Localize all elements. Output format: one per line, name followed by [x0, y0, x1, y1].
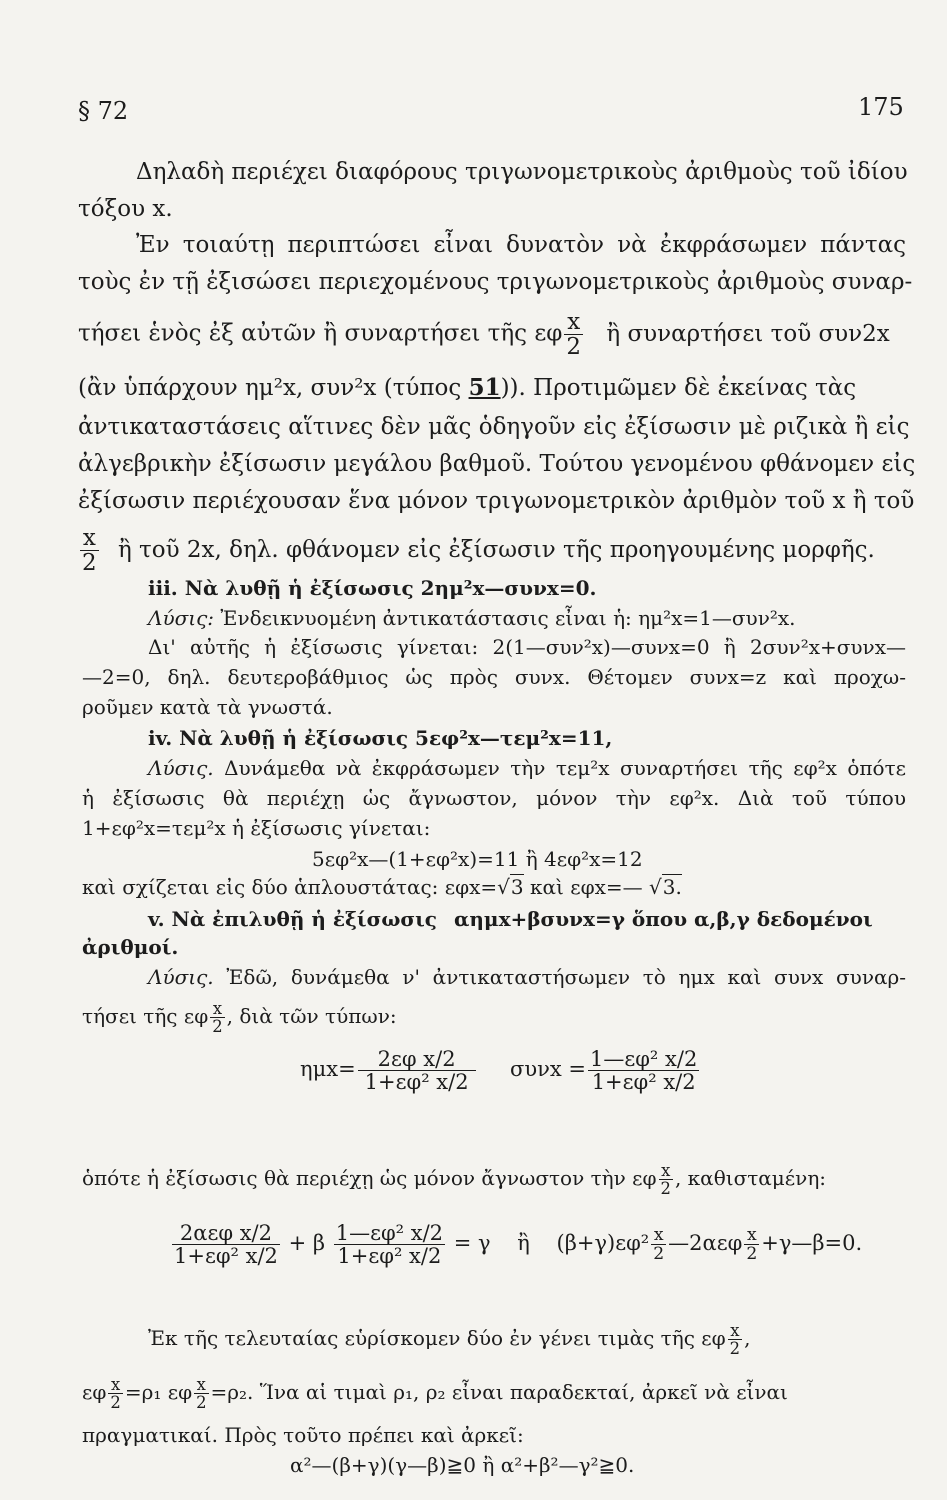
fraction-den: 2: [212, 1017, 223, 1037]
fraction-x-over-2: [651, 1226, 666, 1263]
fraction-den: 2: [196, 1393, 207, 1413]
fraction-num: x: [564, 310, 583, 335]
fraction-num: 2αεφ x/2: [172, 1222, 280, 1245]
example-iv-title: iv. Νὰ λυθῇ ἡ ἐξίσωσις 5εφ²x—τεμ²x=11,: [148, 726, 613, 750]
text-segment: ὁπότε ἡ ἐξίσωσις θὰ περιέχῃ ὡς μόνον ἄγνωστον τὴν εφ: [82, 1166, 657, 1191]
text-segment: =ρ₂. Ἵνα αἱ τιμαὶ ρ₁, ρ₂ εἶναι παραδεκταί, ἀρκεῖ νὰ εἶναι: [210, 1380, 788, 1405]
text-line: [78, 526, 875, 575]
text-line: ἀλγεβρικὴν ἐξίσωσιν μεγάλου βαθμοῦ. Τούτου γενομένου φθάνομεν εἰς: [78, 451, 916, 477]
example-iii-title: iii. Νὰ λυθῇ ἡ ἐξίσωσις 2ημ²x—συνx=0.: [148, 576, 597, 600]
text-segment: )). Προτιμῶμεν δὲ ἐκείνας τὰς: [500, 375, 857, 401]
text-line: Ἐν τοιαύτῃ περιπτώσει εἶναι δυνατὸν νὰ ἐκφράσωμεν πάντας: [136, 232, 906, 258]
fraction-den: 2: [746, 1244, 758, 1265]
text-segment: Ἐδῶ, δυνάμεθα ν' ἀντικαταστήσωμεν τὸ ημx καὶ συνx συναρ-: [213, 965, 906, 989]
text-segment: εφ: [82, 1380, 107, 1405]
fraction-den: 1+εφ² x/2: [174, 1244, 278, 1269]
text-line: [78, 373, 856, 403]
example-v-equation: αημx+βσυνx=γ ὅπου α,β,γ δεδομένοι: [454, 907, 873, 931]
text-line: [82, 1376, 906, 1411]
fraction-x-over-2: [108, 1376, 122, 1411]
fraction-x-over-2: [728, 1322, 742, 1357]
fraction-num: 2εφ x/2: [358, 1048, 476, 1071]
text-segment: Ἐκ τῆς τελευταίας εὑρίσκομεν δύο ἐν γένει τιμὰς τῆς εφ: [148, 1326, 726, 1351]
fraction-num: x: [194, 1376, 208, 1394]
fraction-num: x: [210, 1000, 224, 1018]
text-line: ροῦμεν κατὰ τὰ γνωστά.: [82, 695, 333, 719]
solution-label: Λύσις.: [148, 965, 214, 989]
text-line: —2=0, δηλ. δευτεροβάθμιος ὡς πρὸς συνx. Θέτομεν συνx=z καὶ προχω-: [82, 665, 906, 689]
text-segment: (ἂν ὑπάρχουν ημ²x, συν²x (τύπος: [78, 375, 469, 401]
main-equation: [170, 1222, 862, 1267]
text-line: τοὺς ἐν τῇ ἐξισώσει περιεχομένους τριγωνομετρικοὺς ἀριθμοὺς συναρ-: [78, 269, 913, 295]
text-line: [148, 755, 906, 781]
text-segment: =ρ₁ εφ: [124, 1380, 193, 1405]
formula-cos: [510, 1048, 701, 1093]
alt-part: +γ—β=0.: [761, 1231, 863, 1256]
fraction-den: 1+εφ² x/2: [591, 1070, 696, 1095]
text-segment: Ἐνδεικνυομένη ἀντικατάστασις εἶναι ἡ: ημ²x=1—συν²x.: [214, 606, 796, 630]
fraction-den: 2: [653, 1244, 665, 1265]
equals-gamma: = γ: [453, 1231, 491, 1256]
final-inequality: α²—(β+γ)(γ—β)≧0 ἢ α²+β²—γ²≧0.: [290, 1453, 635, 1477]
alt-part: —2αεφ: [668, 1231, 743, 1256]
text-segment: καὶ σχίζεται εἰς δύο ἁπλουστάτας: εφx=: [82, 875, 498, 899]
text-segment: Δυνάμεθα νὰ ἐκφράσωμεν τὴν τεμ²x συναρτήσει τῆς εφ²x ὁπότε: [213, 756, 906, 780]
text-line: τόξου x.: [78, 196, 173, 222]
text-line: πραγματικαί. Πρὸς τοῦτο πρέπει καὶ ἀρκεῖ:: [82, 1423, 524, 1447]
text-line: ἐξίσωσιν περιέχουσαν ἕνα μόνον τριγωνομετρικὸν ἀριθμὸν τοῦ x ἢ τοῦ: [78, 488, 915, 514]
fraction-num: x: [659, 1162, 673, 1180]
plus-beta: + β: [288, 1231, 326, 1256]
fraction-den: 2: [110, 1393, 121, 1413]
fraction-x-over-2: [80, 526, 99, 575]
text-line: καὶ σχίζεται εἰς δύο ἁπλουστάτας: εφx=√3 καὶ εφx=— √3.: [82, 875, 682, 899]
text-line: [148, 1322, 906, 1357]
section-marker: § 72: [78, 97, 129, 125]
fraction-num: x: [744, 1226, 759, 1245]
text-line: ἡ ἐξίσωσις θὰ περιέχῃ ὡς ἄγνωστον, μόνον τὴν εφ²x. Διὰ τοῦ τύπου: [82, 786, 906, 810]
fraction-den: 1+εφ² x/2: [364, 1070, 469, 1095]
fraction-num: x: [728, 1322, 742, 1340]
formula-sin: [300, 1048, 478, 1093]
text-line: Δι' αὐτῆς ἡ ἐξίσωσις γίνεται: 2(1—συν²x)—συνx=0 ἢ 2συν²x+συνx—: [148, 635, 906, 659]
example-v-title-end: ἀριθμοί.: [82, 935, 179, 959]
text-line: 1+εφ²x=τεμ²x ἡ ἐξίσωσις γίνεται:: [82, 816, 431, 840]
solution-label: Λύσις.: [148, 756, 214, 780]
fraction-x-over-2: [564, 310, 583, 359]
formula-fraction: [588, 1048, 699, 1093]
fraction-num: 1—εφ² x/2: [589, 1047, 698, 1071]
formula-fraction: [334, 1222, 445, 1267]
text-line: ἀντικαταστάσεις αἵτινες δὲν μᾶς ὁδηγοῦν εἰς ἐξίσωσιν μὲ ριζικὰ ἢ εἰς: [78, 414, 910, 440]
fraction-num: x: [80, 526, 99, 551]
text-line: Δηλαδὴ περιέχει διαφόρους τριγωνομετρικοὺς ἀριθμοὺς τοῦ ἰδίου: [136, 159, 908, 185]
fraction-den: 2: [729, 1339, 741, 1359]
text-segment: ἢ τοῦ 2x, δηλ. φθάνομεν εἰς ἐξίσωσιν τῆς προηγουμένης μορφῆς.: [117, 536, 875, 563]
fraction-x-over-2: [194, 1376, 208, 1411]
formula-fraction: [172, 1222, 280, 1267]
text-segment: ἢ συναρτήσει τοῦ συν2x: [606, 320, 890, 347]
formula-reference: 51: [468, 374, 501, 401]
fraction-num: x: [108, 1376, 122, 1394]
fraction-num: x: [651, 1226, 666, 1245]
example-v-title: v. Νὰ ἐπιλυθῇ ἡ ἐξίσωσις: [148, 907, 437, 931]
text-segment: καὶ εφx=—: [523, 875, 649, 899]
fraction-den: 1+εφ² x/2: [337, 1244, 442, 1269]
fraction-num: 1—εφ² x/2: [335, 1221, 444, 1245]
fraction-x-over-2: [659, 1162, 673, 1197]
text-segment: , διὰ τῶν τύπων:: [226, 1004, 397, 1029]
fraction-den: 2: [660, 1179, 671, 1199]
text-line: [78, 310, 906, 359]
sqrt-radicand: 3: [510, 875, 524, 899]
or-word: ἢ: [517, 1231, 530, 1256]
text-segment: , καθισταμένη:: [674, 1166, 827, 1191]
fraction-x-over-2: [210, 1000, 224, 1035]
text-line: [82, 1000, 397, 1035]
text-segment: τήσει ἑνὸς ἐξ αὐτῶν ἢ συναρτήσει τῆς εφ: [78, 320, 563, 347]
formula-label: ημx=: [300, 1057, 356, 1082]
fraction-den: 2: [566, 334, 582, 361]
text-line: [148, 964, 906, 990]
page-number: 175: [858, 93, 904, 121]
fraction-x-over-2: [744, 1226, 759, 1263]
text-line: [82, 1162, 906, 1197]
solution-label: Λύσις:: [148, 606, 215, 630]
equation-line: 5εφ²x—(1+εφ²x)=11 ἢ 4εφ²x=12: [312, 847, 643, 871]
text-segment: τήσει τῆς εφ: [82, 1004, 209, 1029]
formula-label: συνx =: [510, 1057, 586, 1082]
sqrt-radicand: 3.: [662, 875, 682, 899]
formula-fraction: [358, 1048, 476, 1093]
text-segment: ,: [744, 1326, 751, 1351]
text-line: [148, 605, 796, 631]
fraction-den: 2: [82, 550, 97, 577]
alt-part: (β+γ)εφ²: [556, 1231, 650, 1256]
